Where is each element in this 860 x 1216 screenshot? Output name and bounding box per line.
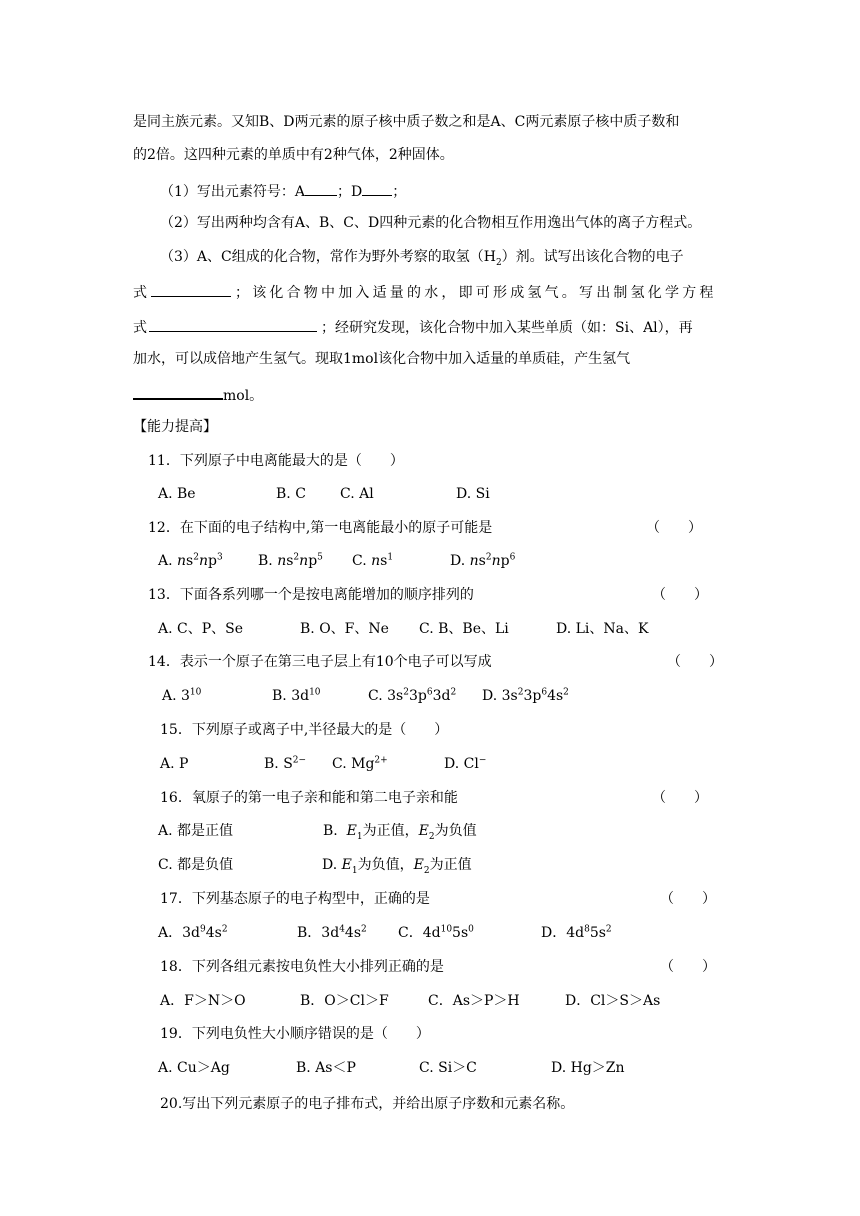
- q11-option-b[interactable]: B. C: [276, 486, 306, 502]
- sub-question-3-line-2: 式 ；该化合物中加入适量的水，即可形成氢气。写出制氢化学方程: [133, 281, 730, 303]
- section-title: 【能力提高】: [133, 419, 217, 435]
- q19-option-a[interactable]: A. Cu＞Ag: [158, 1060, 230, 1076]
- q16-answer-paren[interactable]: （ ）: [652, 790, 708, 806]
- q11-stem: 11．下列原子中电离能最大的是（ ）: [148, 453, 404, 469]
- q16-option-c[interactable]: C. 都是负值: [158, 857, 234, 873]
- sub-question-3-line-3: 式 ；经研究发现，该化合物中加入某些单质（如：Si、Al），再: [133, 316, 693, 338]
- q15-option-c[interactable]: C. $Mg^{2+}$: [332, 755, 388, 772]
- answer-blank-a[interactable]: [305, 180, 337, 196]
- q19-option-c[interactable]: C. Si＞C: [419, 1060, 477, 1076]
- intro-line-2: 的2倍。这四种元素的单质中有2种气体，2种固体。: [133, 147, 454, 163]
- q13-option-d[interactable]: D. Li、Na、K: [556, 621, 649, 637]
- q16-option-d[interactable]: D. $E_1$为负值，$E_2$为正值: [322, 857, 472, 876]
- sub-question-2: （2）写出两种均含有A、B、C、D四种元素的化合物相互作用逸出气体的离子方程式。: [160, 215, 702, 231]
- q12-option-d[interactable]: D. $ns^2np^6$: [450, 552, 516, 569]
- q14-option-b[interactable]: B. $3d^{10}$: [272, 687, 321, 704]
- hydrogen-amount-blank[interactable]: [133, 383, 223, 400]
- q12-answer-paren[interactable]: （ ）: [646, 520, 702, 536]
- q20-stem: 20.写出下列元素原子的电子排布式，并给出原子序数和元素名称。: [160, 1096, 575, 1112]
- q16-stem: 16．氧原子的第一电子亲和能和第二电子亲和能: [160, 790, 458, 806]
- q18-stem: 18．下列各组元素按电负性大小排列正确的是: [160, 959, 444, 975]
- q18-option-d[interactable]: D．Cl＞S＞As: [565, 993, 661, 1009]
- q17-stem: 17．下列基态原子的电子构型中，正确的是: [160, 891, 430, 907]
- q13-option-b[interactable]: B. O、F、Ne: [300, 621, 389, 637]
- q12-option-b[interactable]: B. $ns^2np^5$: [258, 552, 323, 569]
- q16-option-a[interactable]: A. 都是正值: [158, 823, 234, 839]
- q15-option-a[interactable]: A. P: [160, 756, 189, 772]
- q19-option-d[interactable]: D. Hg＞Zn: [551, 1060, 625, 1076]
- q13-stem: 13．下面各系列哪一个是按电离能增加的顺序排列的: [148, 587, 474, 603]
- q12-option-c[interactable]: C. $ns^1$: [352, 552, 394, 569]
- electron-formula-blank[interactable]: [151, 281, 231, 297]
- q17-option-d[interactable]: D．$4d^85s^2$: [541, 924, 612, 941]
- intro-line-1: 是同主族元素。又知B、D两元素的原子核中质子数之和是A、C两元素原子核中质子数和: [133, 114, 680, 130]
- q15-option-d[interactable]: D. Cl−: [444, 755, 487, 772]
- q17-option-a[interactable]: A．$3d^94s^2$: [158, 924, 228, 941]
- q11-option-c[interactable]: C. Al: [340, 486, 374, 502]
- q15-option-b[interactable]: B. $S^{2-}$: [264, 755, 307, 772]
- q14-stem: 14．表示一个原子在第三电子层上有10个电子可以写成: [148, 654, 492, 670]
- q14-option-c[interactable]: C. $3s^23p^63d^2$: [368, 687, 457, 704]
- q16-option-b[interactable]: B. $E_1$为正值，$E_2$为负值: [323, 823, 477, 842]
- q14-answer-paren[interactable]: （ ）: [667, 654, 723, 670]
- q13-option-a[interactable]: A. C、P、Se: [158, 621, 244, 637]
- q14-option-a[interactable]: A. $3^{10}$: [162, 687, 202, 704]
- q11-option-a[interactable]: A. Be: [158, 486, 196, 502]
- q12-option-a[interactable]: A. $ns^2np^3$: [158, 552, 223, 569]
- answer-blank-d[interactable]: [362, 180, 392, 196]
- q19-option-b[interactable]: B. As＜P: [296, 1060, 356, 1076]
- q14-option-d[interactable]: D. $3s^23p^64s^2$: [482, 687, 569, 704]
- q18-option-b[interactable]: B．O＞Cl＞F: [300, 993, 389, 1009]
- sub-question-1: （1）写出元素符号：A ；D ；: [160, 180, 406, 202]
- q17-option-b[interactable]: B．$3d^44s^2$: [297, 924, 367, 941]
- q13-answer-paren[interactable]: （ ）: [652, 587, 708, 603]
- q13-option-c[interactable]: C. B、Be、Li: [419, 621, 509, 637]
- sub-question-3-line-5: mol。: [133, 383, 263, 406]
- sub-question-3-line-4: 加水，可以成倍地产生氢气。现取1mol该化合物中加入适量的单质硅，产生氢气: [133, 351, 631, 367]
- q12-stem: 12．在下面的电子结构中,第一电离能最小的原子可能是: [148, 520, 493, 536]
- q17-option-c[interactable]: C．$4d^{10}5s^0$: [398, 924, 474, 941]
- q19-stem: 19．下列电负性大小顺序错误的是（ ）: [160, 1026, 430, 1042]
- q11-option-d[interactable]: D. Si: [456, 486, 490, 502]
- q18-option-c[interactable]: C．As＞P＞H: [428, 993, 520, 1009]
- q18-answer-paren[interactable]: （ ）: [660, 959, 716, 975]
- q18-option-a[interactable]: A．F＞N＞O: [160, 993, 246, 1009]
- q17-answer-paren[interactable]: （ ）: [660, 891, 716, 907]
- sub-question-3-line-1: （3）A、C组成的化合物，常作为野外考察的取氢$(H_2)$剂。试写出该化合物的电子: [160, 249, 684, 268]
- equation-blank[interactable]: [149, 316, 317, 332]
- q15-stem: 15．下列原子或离子中,半径最大的是（ ）: [160, 722, 449, 738]
